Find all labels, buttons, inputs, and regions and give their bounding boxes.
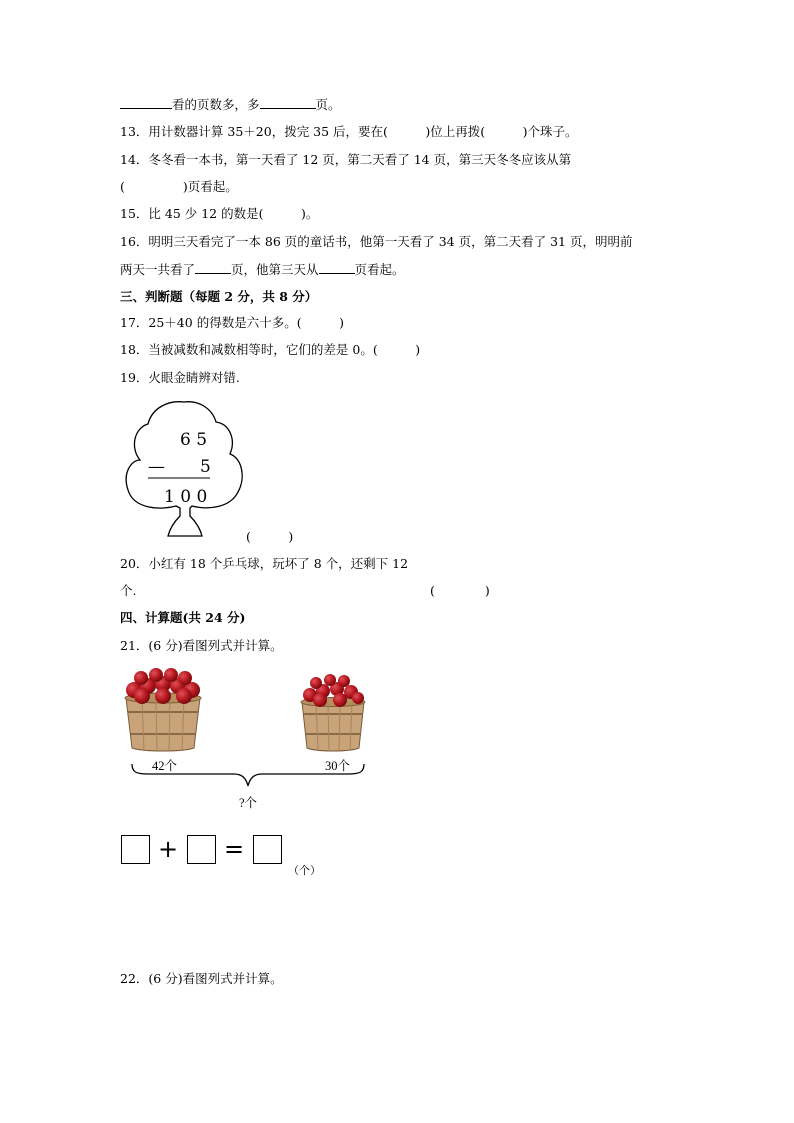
- curly-brace: [130, 762, 366, 788]
- answer-box-3[interactable]: [253, 835, 282, 864]
- minus-sign: —: [148, 457, 165, 477]
- question-13: 13．用计数器计算 35＋20，拨完 35 后，要在( )位上再拨( )个珠子。: [120, 124, 578, 139]
- answer-blank[interactable]: [319, 261, 355, 274]
- result: 1 0 0: [164, 487, 208, 507]
- section-3-title: 三、判断题（每题 2 分，共 8 分）: [120, 289, 318, 304]
- tree-figure: [124, 398, 249, 540]
- question-19-answer[interactable]: ( ): [246, 529, 294, 544]
- answer-blank[interactable]: [120, 96, 172, 109]
- unit-label: （个）: [288, 865, 321, 877]
- question-21: 21．(6 分)看图列式并计算。: [120, 638, 283, 653]
- left-count-label: 42个: [152, 759, 178, 773]
- right-count-label: 30个: [325, 759, 351, 773]
- question-14-line1: 14．冬冬看一本书，第一天看了 12 页，第二天看了 14 页，第三天冬冬应该从第: [120, 152, 572, 167]
- equals-sign: =: [224, 835, 245, 863]
- subtrahend: 5: [200, 457, 211, 477]
- question-16-line1: 16．明明三天看完了一本 86 页的童话书，他第一天看了 34 页，第二天看了 31 页，明明前: [120, 234, 633, 249]
- answer-box-2[interactable]: [187, 835, 216, 864]
- question-20-answer[interactable]: ( ): [430, 583, 490, 598]
- question-15: 15．比 45 少 12 的数是( )。: [120, 206, 319, 221]
- question-17: 17．25＋40 的得数是六十多。( ): [120, 315, 344, 330]
- section-4-title: 四、计算题(共 24 分): [120, 610, 246, 625]
- plus-sign: +: [158, 835, 179, 863]
- question-20-line1: 20．小红有 18 个乒乓球，玩坏了 8 个，还剩下 12: [120, 556, 409, 571]
- answer-box-1[interactable]: [121, 835, 150, 864]
- answer-blank[interactable]: [195, 261, 231, 274]
- question-18: 18．当被减数和减数相等时，它们的差是 0。( ): [120, 342, 421, 357]
- minuend: 6 5: [180, 430, 208, 450]
- answer-blank[interactable]: [260, 96, 316, 109]
- apple-basket-left: [122, 668, 204, 752]
- apple-basket-right: [298, 674, 368, 752]
- question-22: 22．(6 分)看图列式并计算。: [120, 971, 283, 986]
- question-14-line2: ( )页看起。: [120, 179, 238, 194]
- question-20-line2: 个.: [120, 583, 137, 598]
- total-label: ?个: [239, 796, 258, 810]
- q12-tail: 看的页数多，多 页。: [120, 96, 341, 113]
- question-19: 19．火眼金睛辨对错.: [120, 370, 240, 385]
- question-16-line2: 两天一共看了 页，他第三天从 页看起。: [120, 262, 405, 277]
